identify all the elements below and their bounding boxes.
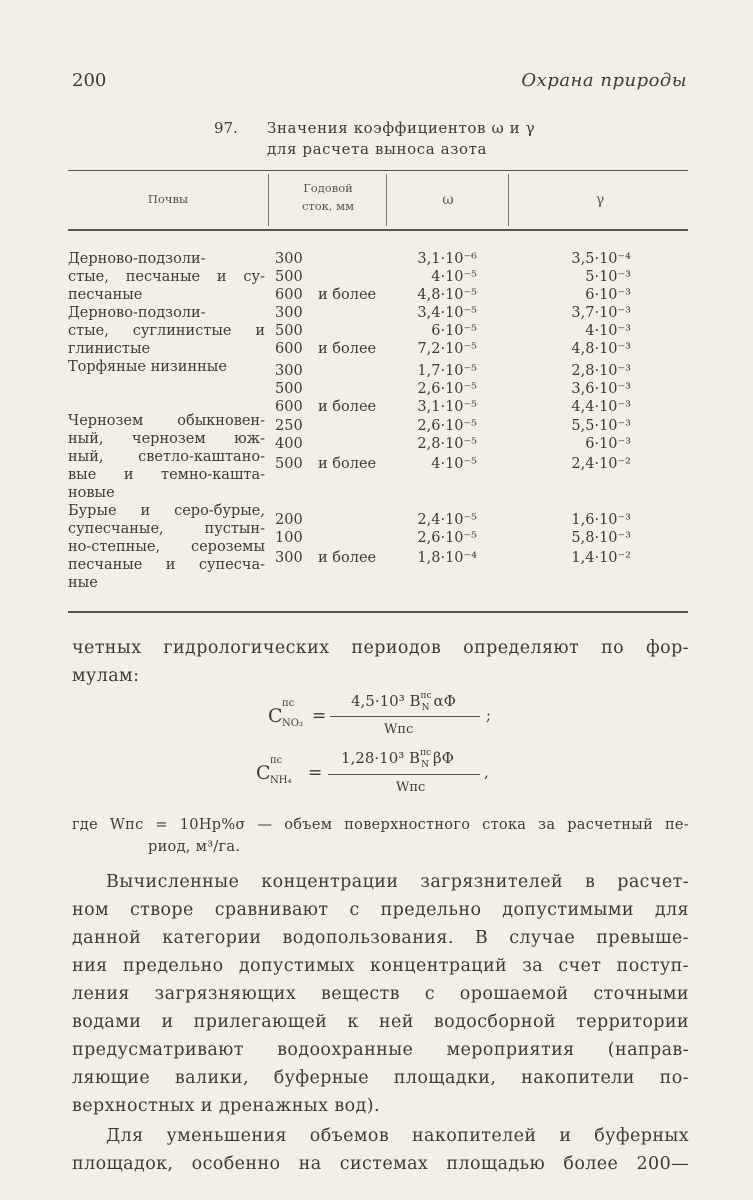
- gamma-cell: 4·10⁻³: [585, 323, 631, 339]
- gamma-cell: 5·10⁻³: [585, 269, 631, 285]
- omega-cell: 2,6·10⁻⁵: [417, 381, 477, 397]
- omega-cell: 3,1·10⁻⁶: [417, 251, 477, 267]
- numerator-tail: βΦ: [432, 749, 454, 767]
- paragraph-2: [72, 1122, 689, 1178]
- column-header-gamma: γ: [595, 192, 605, 208]
- column-header-runoff-1: Годовой: [303, 181, 353, 195]
- runoff-qualifier-cell: и более: [318, 341, 377, 357]
- numerator-tail: αΦ: [433, 692, 456, 710]
- runoff-cell: 500: [275, 381, 303, 397]
- column-header-omega: ω: [442, 192, 454, 208]
- numerator-sup: пс: [420, 748, 432, 758]
- text-line: ления загрязняющих веществ с орошаемой сточными: [72, 984, 689, 1004]
- gamma-cell: 4,8·10⁻³: [571, 341, 631, 357]
- formula-tail: ;: [486, 706, 492, 724]
- column-header-soil: Почвы: [147, 192, 189, 206]
- runoff-qualifier-cell: и более: [318, 456, 377, 472]
- table-number: 97.: [214, 119, 238, 137]
- formula-lhs-sup: пс: [282, 698, 295, 709]
- where-note: [72, 814, 689, 858]
- text-line: мулам:: [72, 666, 140, 686]
- runoff-cell: 250: [275, 418, 303, 434]
- paragraph-1: [72, 868, 689, 1120]
- numerator-coef: 1,28·10³ B: [341, 749, 421, 767]
- omega-cell: 1,8·10⁻⁴: [417, 550, 477, 566]
- text-line: водами и прилегающей к ней водосборной территории: [72, 1012, 689, 1032]
- formula-lhs-sup: пс: [270, 755, 283, 766]
- omega-cell: 1,7·10⁻⁵: [417, 363, 477, 379]
- omega-cell: 3,1·10⁻⁵: [417, 399, 477, 415]
- soil-line: Дерново-подзоли-: [68, 251, 206, 267]
- text-line: где Wпс = 10Hр%σ — объем поверхностного стока за расчетный пе-: [72, 817, 689, 833]
- numerator-sub: N: [421, 760, 429, 770]
- runoff-cell: 500: [275, 456, 303, 472]
- text-line: ния предельно допустимых концентраций за счет поступ-: [72, 956, 689, 976]
- gamma-cell: 6·10⁻³: [585, 287, 631, 303]
- omega-cell: 4·10⁻⁵: [431, 269, 477, 285]
- soil-line: стые, суглинистые и: [68, 323, 265, 339]
- fraction-bar: [330, 716, 480, 717]
- runoff-cell: 500: [275, 269, 303, 285]
- table-caption-line-1: Значения коэффициентов ω и γ: [267, 119, 536, 137]
- soil-line: песчаные и супесча-: [68, 557, 265, 573]
- formula-lhs: C: [256, 762, 271, 784]
- soil-line: [68, 394, 265, 412]
- gamma-cell: 2,4·10⁻²: [571, 456, 631, 472]
- runoff-qualifier-cell: и более: [318, 550, 377, 566]
- text-line: площадок, особенно на системах площадью более 200—: [72, 1154, 689, 1174]
- text-line: четных гидрологических периодов определяют по фор-: [72, 638, 689, 658]
- formula-nh4: [256, 749, 496, 809]
- omega-cell: 7,2·10⁻⁵: [417, 341, 477, 357]
- gamma-cell: 4,4·10⁻³: [571, 399, 631, 415]
- text-line: данной категории водопользования. В случае превыше-: [72, 928, 689, 948]
- runoff-cell: 200: [275, 512, 303, 528]
- column-divider-1: [268, 174, 269, 226]
- formula-denominator: Wпс: [384, 722, 414, 737]
- text-line: риод, м³/га.: [148, 839, 241, 855]
- runoff-cell: 600: [275, 341, 303, 357]
- column-header-runoff-2: сток, мм: [301, 199, 355, 213]
- gamma-cell: 1,6·10⁻³: [571, 512, 631, 528]
- omega-cell: 6·10⁻⁵: [431, 323, 477, 339]
- runoff-cell: 600: [275, 287, 303, 303]
- formula-numerator: [341, 748, 454, 770]
- page-number: 200: [72, 70, 107, 91]
- formula-equals: =: [312, 706, 327, 726]
- gamma-cell: 1,4·10⁻²: [571, 550, 631, 566]
- runoff-cell: 300: [275, 305, 303, 321]
- running-title: Охрана природы: [521, 70, 687, 91]
- omega-cell: 2,4·10⁻⁵: [417, 512, 477, 528]
- soil-line: супесчаные, пустын-: [68, 521, 265, 537]
- formula-numerator: [351, 691, 456, 713]
- omega-cell: 2,8·10⁻⁵: [417, 436, 477, 452]
- gamma-cell: 5,5·10⁻³: [571, 418, 631, 434]
- omega-cell: 2,6·10⁻⁵: [417, 418, 477, 434]
- text-line: Для уменьшения объемов накопителей и буферных: [106, 1126, 689, 1146]
- omega-cell: 2,6·10⁻⁵: [417, 530, 477, 546]
- soil-line: но-степные, сероземы: [68, 539, 265, 555]
- soil-line: стые, песчаные и су-: [68, 269, 265, 285]
- soil-line: песчаные: [68, 287, 143, 303]
- runoff-cell: 100: [275, 530, 303, 546]
- table-caption-line-2: для расчета выноса азота: [267, 140, 488, 158]
- numerator-coef: 4,5·10³ B: [351, 692, 421, 710]
- formula-denominator: Wпс: [396, 780, 426, 795]
- soil-line: глинистые: [68, 341, 151, 357]
- omega-cell: 3,4·10⁻⁵: [417, 305, 477, 321]
- intro-paragraph: [72, 634, 689, 690]
- table-top-rule: [68, 170, 688, 171]
- formula-lhs-sub: NO₃: [282, 718, 303, 729]
- text-line: предусматривают водоохранные мероприятия (направ-: [72, 1040, 689, 1060]
- runoff-qualifier-cell: и более: [318, 287, 377, 303]
- soil-line: новые: [68, 485, 115, 501]
- text-line: верхностных и дренажных вод).: [72, 1096, 380, 1116]
- soil-column: [68, 250, 265, 592]
- soil-line: Чернозем обыкновен-: [68, 413, 265, 429]
- omega-cell: 4,8·10⁻⁵: [417, 287, 477, 303]
- runoff-cell: 400: [275, 436, 303, 452]
- fraction-bar: [328, 774, 480, 775]
- soil-line: ный, светло-каштано-: [68, 449, 265, 465]
- gamma-cell: 6·10⁻³: [585, 436, 631, 452]
- soil-line: Торфяные низинные: [68, 359, 227, 375]
- gamma-cell: 3,5·10⁻⁴: [571, 251, 631, 267]
- gamma-cell: 2,8·10⁻³: [571, 363, 631, 379]
- runoff-cell: 300: [275, 251, 303, 267]
- soil-line: ные: [68, 575, 98, 591]
- text-line: ном створе сравнивают с предельно допустимыми для: [72, 900, 689, 920]
- formula-tail: ,: [484, 763, 489, 781]
- column-divider-3: [508, 174, 509, 226]
- numerator-sup: пс: [420, 691, 432, 701]
- table-header-rule: [68, 229, 688, 231]
- text-line: ляющие валики, буферные площадки, накопители по-: [72, 1068, 689, 1088]
- column-divider-2: [386, 174, 387, 226]
- gamma-cell: 3,7·10⁻³: [571, 305, 631, 321]
- numerator-sub: N: [421, 703, 430, 713]
- formula-equals: =: [308, 763, 323, 783]
- soil-line: ный, чернозем юж-: [68, 431, 265, 447]
- runoff-qualifier-cell: и более: [318, 399, 377, 415]
- omega-cell: 4·10⁻⁵: [431, 456, 477, 472]
- formula-lhs-sub: NH₄: [270, 775, 292, 786]
- formula-lhs: C: [268, 705, 283, 727]
- table-bottom-rule: [68, 611, 688, 613]
- runoff-cell: 600: [275, 399, 303, 415]
- gamma-cell: 3,6·10⁻³: [571, 381, 631, 397]
- soil-line: [68, 376, 265, 394]
- runoff-cell: 500: [275, 323, 303, 339]
- runoff-cell: 300: [275, 550, 303, 566]
- soil-line: Бурые и серо-бурые,: [68, 503, 265, 519]
- text-line: Вычисленные концентрации загрязнителей в расчет-: [106, 872, 689, 892]
- soil-line: вые и темно-кашта-: [68, 467, 265, 483]
- formula-no3: [268, 692, 508, 752]
- runoff-cell: 300: [275, 363, 303, 379]
- soil-line: Дерново-подзоли-: [68, 305, 206, 321]
- gamma-cell: 5,8·10⁻³: [571, 530, 631, 546]
